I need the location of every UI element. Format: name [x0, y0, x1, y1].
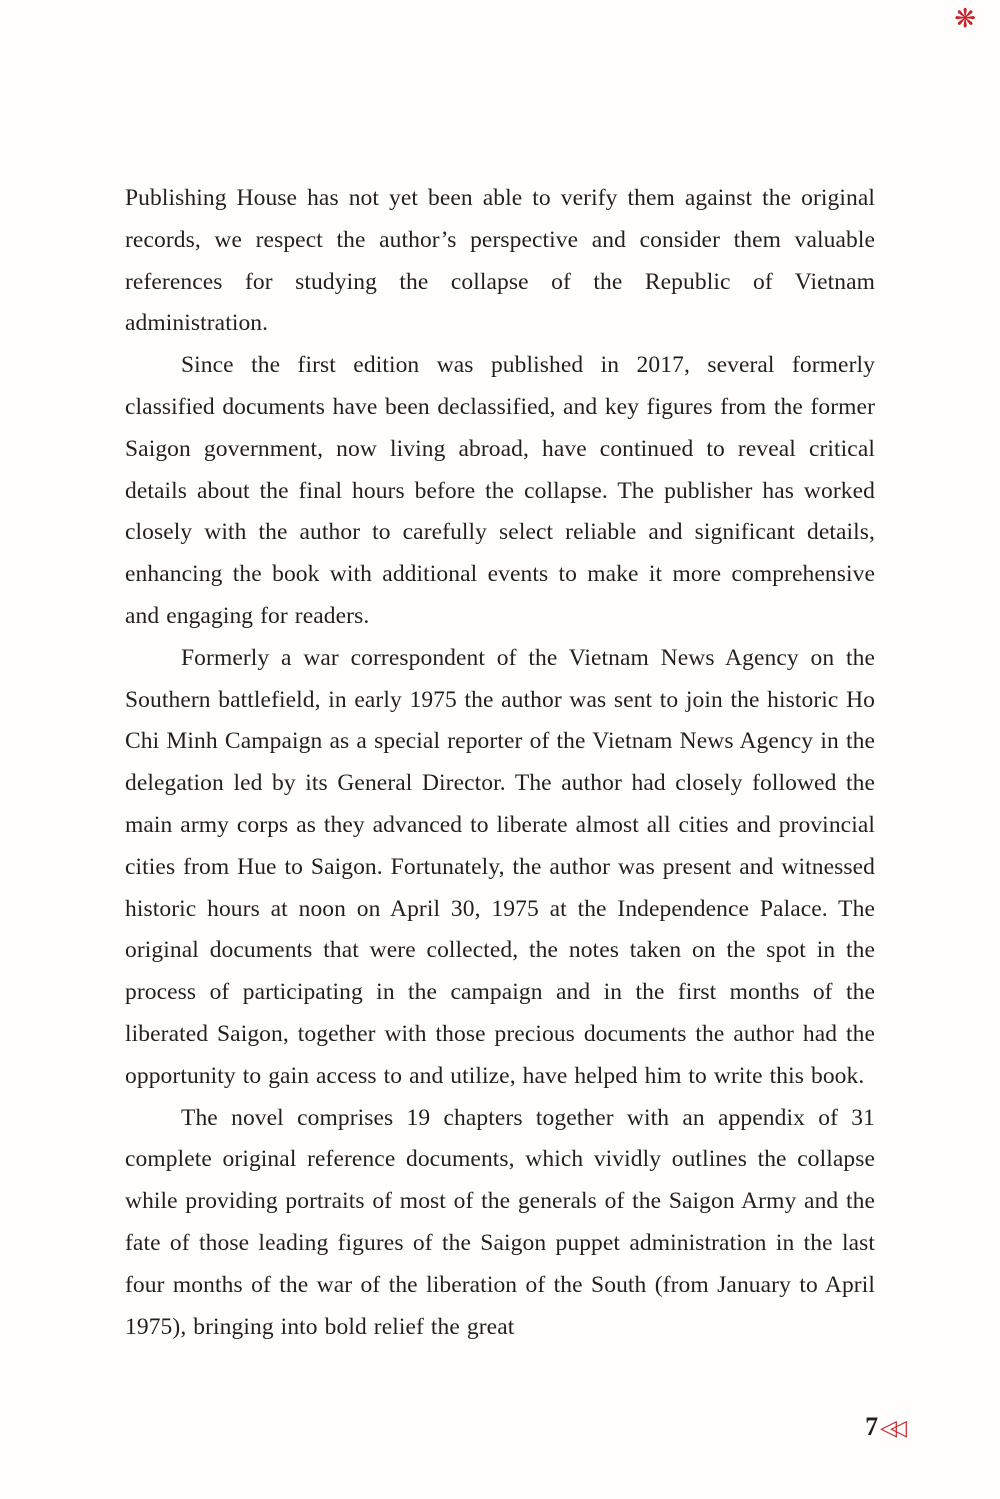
body-paragraph: Since the first edition was published in 2017, several formerly classified documents have been declassified, and key figures from the former Saigon government, now living abroad, have continued to reveal critical details about the final hours before the collapse. The publisher has worked closely with the author to carefully select reliable and significant details, enhancing the book with additional events to make it more comprehensive and engaging for readers. — [125, 352, 875, 629]
page-text-block — [125, 178, 875, 1348]
page-number: 7 — [865, 1412, 879, 1441]
body-paragraph: The novel comprises 19 chapters together with an appendix of 31 complete original reference documents, which vividly outlines the collapse while providing portraits of most of the generals of the Saigon Army and the fate of those leading figures of the Saigon puppet administration in the last four months of the war of the liberation of the South (from January to April 1975), bringing into bold relief the great — [125, 1104, 875, 1340]
flower-ornament-icon: ❋ — [954, 4, 976, 34]
body-paragraph: Formerly a war correspondent of the Vietnam News Agency on the Southern battlefield, in early 1975 the author was sent to join the historic Ho Chi Minh Campaign as a special reporter of the Vietnam News Agency in the delegation led by its General Director. The author had closely followed the main army corps as they advanced to liberate almost all cities and provincial cities from Hue to Saigon. Fortunately, the author was present and witnessed historic hours at noon on April 30, 1975 at the Independence Palace. The original documents that were collected, the notes taken on the spot in the process of participating in the campaign and in the first months of the liberated Saigon, together with those precious documents the author had the opportunity to gain access to and utilize, have helped him to write this book. — [125, 644, 875, 1089]
page-footer — [865, 1412, 908, 1442]
body-paragraph: Publishing House has not yet been able to verify them against the original records, we respect the author’s perspective and consider them valuable references for studying the collapse of the Republic of Vietnam administration. — [125, 185, 875, 337]
left-arrows-icon: ◁◁ — [880, 1415, 900, 1441]
